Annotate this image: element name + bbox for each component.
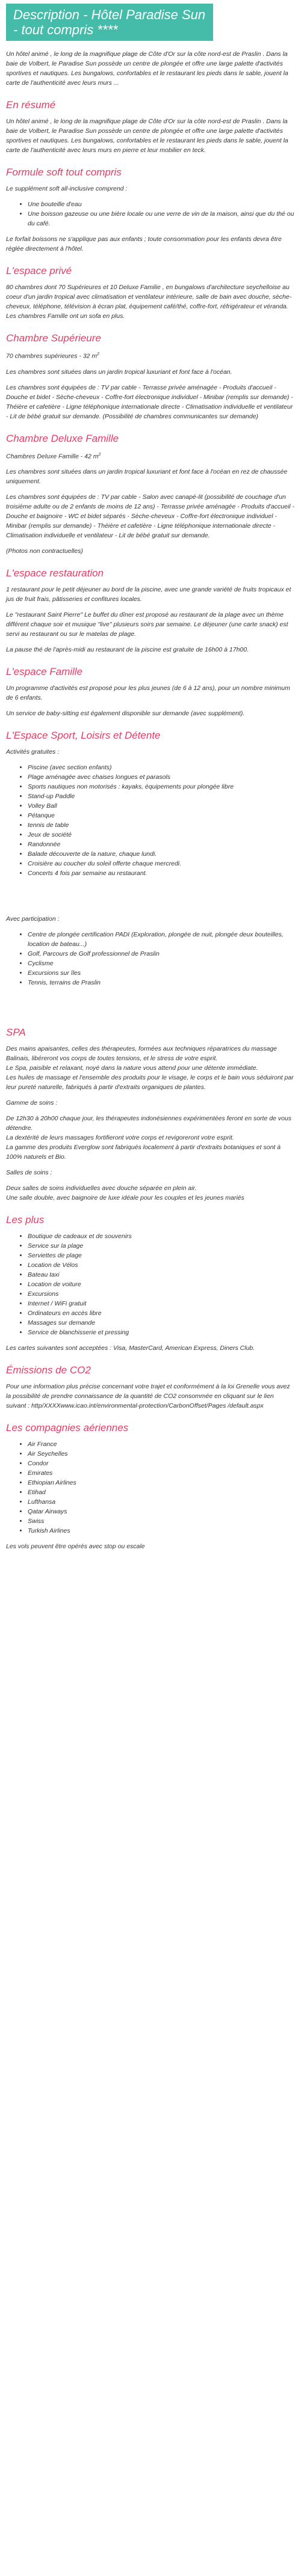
list-item: • Internet / WiFi gratuit xyxy=(28,1299,295,1308)
section-heading-resume: En résumé xyxy=(6,99,56,111)
list-item: • Excursions xyxy=(28,1289,295,1299)
section-heading-restauration: L'espace restauration xyxy=(6,567,104,579)
spacer xyxy=(6,884,295,914)
deluxe-location: Les chambres sont situées dans un jardin tropical luxuriant et font face à l'océan en rez de chaussée uniquement. xyxy=(6,468,288,485)
formule-intro: Le supplément soft all-inclusive comprend : xyxy=(6,185,128,192)
section-heading-co2: Émissions de CO2 xyxy=(6,1364,91,1376)
deluxe-note: (Photos non contractuelles) xyxy=(6,548,83,555)
airlines-list xyxy=(6,1439,295,1536)
list-item: • Condor xyxy=(28,1459,295,1468)
sport-free-label: Activités gratuites : xyxy=(6,748,60,755)
section-heading-deluxe: Chambre Deluxe Famille xyxy=(6,432,119,444)
list-item: • Golf, Parcours de Golf professionnel de Praslin xyxy=(28,949,295,959)
list-item: • Cyclisme xyxy=(28,959,295,968)
airlines-footer: Les vols peuvent être opérés avec stop ou escale xyxy=(6,1543,145,1550)
spa-p3: Les huiles de massage et l'ensemble des produits pour le visage, le corps et le bain vous séduiront par leur pureté naturelle, fabriqués à partir d'extraits organiques de plantes. xyxy=(6,1074,294,1091)
spa-p6: La dextérité de leurs massages fortifieront votre corps et revigoreront votre esprit. xyxy=(6,1134,234,1141)
section-heading-sport: L'Espace Sport, Loisirs et Détente xyxy=(6,730,161,741)
section-heading-spa: SPA xyxy=(6,1027,26,1038)
superieure-location: Les chambres sont situées dans un jardin tropical luxuriant et font face à l'océan. xyxy=(6,368,232,376)
famille-p1: Un programme d'activités est proposé pour les plus jeunes (de 6 à 12 ans), pour un nombre minimum de 6 enfants. xyxy=(6,685,290,701)
espace-prive-paragraph: 80 chambres dont 70 Supérieures et 10 Deluxe Familie , en bungalows d'architecture seychelloise au coeur d'un jardin tropical avec climatisation et ventilateur intérieure, salle de bain avec douche, sèche-cheveux, téléphone, télévision à écran plat, équipement café/thé, coffre-fort, réfrigérateur et véranda. Les chambres Famille ont un sofa en plus. xyxy=(6,284,292,320)
formule-list xyxy=(6,200,295,228)
resume-paragraph: Un hôtel animé , le long de la magnifique plage de Côte d'Or sur la côte nord-est de Praslin . Dans la baie de Volbert, le Paradise Sun possède un centre de plongée et offre une large palette d'activités sportives et nautiques. Les bungalows, confortables et le restaurant les pieds dans le sable, jouent la carte de l'authenticité avec leurs murs en pierre et leur mobilier en teck. xyxy=(6,118,288,154)
spa-p8: Salles de soins : xyxy=(6,1169,52,1176)
superieure-equipment: Les chambres sont équipées de : TV par cable - Terrasse privée aménagée - Produits d'accueil - Douche et bidet - Sèche-cheveux - Coffre-fort électronique individuel - Minibar (remplis sur demande) - Théière et cafetière - Ligne téléphonique internationale directe - Climatisation individuelle et ventilateur - Lit de bébé gratuit sur demande. (Possibilité de chambres communicantes sur demande) xyxy=(6,383,293,420)
list-item: • Jeux de société xyxy=(28,830,295,840)
spa-p9: Deux salles de soins individuelles avec douche séparée en plein air. xyxy=(6,1185,197,1192)
spa-p10: Une salle double, avec baignoire de luxe idéale pour les couples et les jeunes mariés xyxy=(6,1194,244,1201)
list-item: • Sports nautiques non motorisés : kayaks, équipements pour plongée libre xyxy=(28,782,295,792)
page-title: Description - Hôtel Paradise Sun - tout compris **** xyxy=(6,4,213,41)
list-item: • Serviettes de plage xyxy=(28,1251,295,1260)
list-item: • Emirates xyxy=(28,1468,295,1478)
list-item: • Etihad xyxy=(28,1488,295,1497)
list-item: • Stand-up Paddle xyxy=(28,792,295,801)
list-item: • Service sur la plage xyxy=(28,1241,295,1251)
sport-paid-label: Avec participation : xyxy=(6,915,60,923)
sport-paid-list xyxy=(6,930,295,987)
famille-p2: Un service de baby-sitting est également disponible sur demande (avec supplément). xyxy=(6,710,245,717)
section-heading-superieure: Chambre Supérieure xyxy=(6,332,101,344)
list-item: • Une boisson gazeuse ou une bière locale ou une verre de vin de la maison, ainsi que du thé ou du café. xyxy=(28,209,295,228)
list-item: • Pétanque xyxy=(28,811,295,820)
list-item: • tennis de table xyxy=(28,820,295,830)
list-item: • Location de Vélos xyxy=(28,1260,295,1270)
list-item: • Plage aménagée avec chaises longues et parasols xyxy=(28,772,295,782)
list-item: • Bateau taxi xyxy=(28,1270,295,1280)
section-heading-espace-prive: L'espace privé xyxy=(6,265,72,276)
list-item: • Volley Ball xyxy=(28,801,295,811)
list-item: • Air Seychelles xyxy=(28,1449,295,1459)
list-item: • Turkish Airlines xyxy=(28,1526,295,1536)
section-heading-plus: Les plus xyxy=(6,1214,45,1225)
superieure-size: 70 chambres supérieures - 32 $m^2$ xyxy=(6,352,100,360)
list-item: • Centre de plongée certification PADI (Exploration, plongée de nuit, plongée deux bouteilles, location de bateau...) xyxy=(28,930,295,949)
plus-cards: Les cartes suivantes sont acceptées : Visa, MasterCard, American Express, Diners Club. xyxy=(6,1344,255,1352)
list-item: • Massages sur demande xyxy=(28,1318,295,1328)
list-item: • Randonnée xyxy=(28,840,295,849)
spacer xyxy=(6,993,295,1015)
co2-paragraph[interactable]: Pour une information plus précise concernant votre trajet et conformément à la loi Grenelle vous avez la possibilité de prendre connaissance de la quantité de CO2 consommée en cliquant sur le lien suivant : http/XXXXwww.icao.int/environmental-protection/CarbonOffset/Pages /default.aspx xyxy=(6,1383,290,1409)
deluxe-equipment: Les chambres sont équipées de : TV par cable - Salon avec canapé-lit (possibilité de couchage d'un troisième adulte ou de 2 enfants de moins de 12 ans) - Terrasse privée aménagée - Produits d'accueil - Douche et baignoire - WC et bidet séparés - Sèche-cheveux - Coffre-fort électronique individuel - Minibar (remplis sur demande) - Théière et cafetière - Ligne téléphonique internationale directe - Climatisation individuelle et ventilateur - Lit de bébé gratuit sur demande. xyxy=(6,493,295,539)
deluxe-size: Chambres Deluxe Famille - 42 $m^2$ xyxy=(6,452,101,460)
list-item: • Qatar Airways xyxy=(28,1507,295,1516)
list-item: • Service de blanchisserie et pressing xyxy=(28,1328,295,1337)
restauration-p3: La pause thé de l'après-midi au restaurant de la piscine est gratuite de 16h00 à 17h00. xyxy=(6,646,249,653)
plus-list xyxy=(6,1232,295,1337)
list-item: • Concerts 4 fois par semaine au restaurant. xyxy=(28,868,295,878)
section-heading-famille: L'espace Famille xyxy=(6,666,83,677)
spa-p2: Le Spa, paisible et relaxant, noyé dans la nature vous attend pour une détente immédiate. xyxy=(6,1064,258,1072)
spa-p1: Des mains apaisantes, celles des thérapeutes, formées aux techniques réparatrices du massage Balinais, libéreront vos corps de toutes tensions, et le stress de votre esprit. xyxy=(6,1045,277,1062)
spa-p4: Gamme de soins : xyxy=(6,1099,58,1106)
spa-p7: La gamme des produits Everglow sont fabriqués localement à partir d'extraits botaniques et sont à 100% naturels et Bio. xyxy=(6,1144,281,1161)
list-item: • Boutique de cadeaux et de souvenirs xyxy=(28,1232,295,1241)
intro-paragraph: Un hôtel animé , le long de la magnifique plage de Côte d'Or sur la côte nord-est de Praslin . Dans la baie de Volbert, le Paradise Sun possède un centre de plongée et offre une large palette d'activités sportives et nautiques. Les bungalows, confortables et le restaurant les pieds dans le sable, jouent la carte de l'authenticité avec leurs murs ... xyxy=(6,50,288,87)
section-heading-formule: Formule soft tout compris xyxy=(6,166,122,178)
list-item: • Excursions sur îles xyxy=(28,968,295,978)
list-item: • Croisière au coucher du soleil offerte chaque mercredi. xyxy=(28,859,295,868)
sport-free-list xyxy=(6,763,295,878)
list-item: • Balade découverte de la nature, chaque lundi. xyxy=(28,849,295,859)
restauration-p1: 1 restaurant pour le petit déjeuner au bord de la piscine, avec une grande variété de fruits tropicaux et jus de fruit frais, pâtisseries et confitures locales. xyxy=(6,586,291,603)
formule-note: Le forfait boissons ne s'applique pas aux enfants ; toute consommation pour les enfants devra être réglée directement à l'hôtel. xyxy=(6,236,282,252)
restauration-p2: Le "restaurant Saint Pierre" Le buffet du dîner est proposé au restaurant de la plage avec un thème différent chaque soir et musique "live" plusieurs soirs par semaine. Le déjeuner (une carte snack) est servi au restaurant ou sur le matelas de plage. xyxy=(6,611,288,638)
list-item: • Location de voiture xyxy=(28,1280,295,1289)
list-item: • Ordinateurs en accès libre xyxy=(28,1308,295,1318)
list-item: • Lufthansa xyxy=(28,1497,295,1507)
list-item: • Une bouteille d'eau xyxy=(28,200,295,209)
list-item: • Swiss xyxy=(28,1516,295,1526)
list-item: • Ethiopian Airlines xyxy=(28,1478,295,1488)
section-heading-airlines: Les compagnies aériennes xyxy=(6,1422,129,1433)
list-item: • Tennis, terrains de Praslin xyxy=(28,978,295,987)
list-item: • Air France xyxy=(28,1439,295,1449)
list-item: • Piscine (avec section enfants) xyxy=(28,763,295,772)
spa-p5: De 12h30 à 20h00 chaque jour, les thérapeutes indonésiennes expérimentées feront en sorte de vous détendre. xyxy=(6,1115,291,1132)
